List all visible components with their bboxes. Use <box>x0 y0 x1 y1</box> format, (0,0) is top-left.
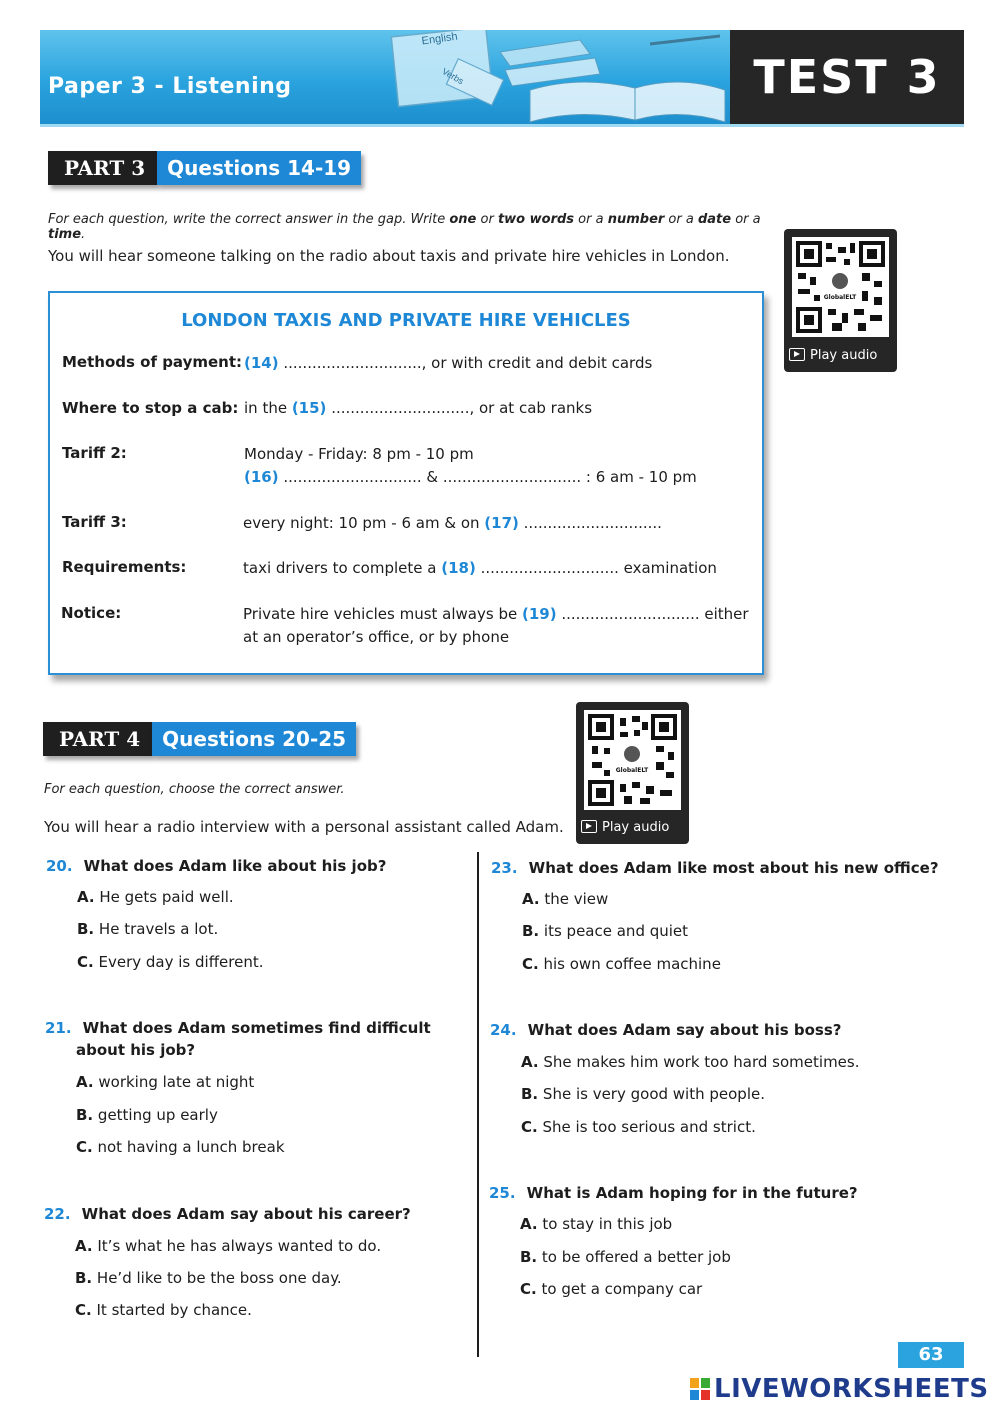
question-21-line2: about his job? <box>76 1041 196 1059</box>
books-illustration <box>380 30 730 124</box>
play-audio-label: Play audio <box>810 348 878 363</box>
qr-logo-text: GlobalELT <box>823 294 857 301</box>
header-underline <box>40 124 964 127</box>
notes-label-payment: Methods of payment: <box>62 353 243 371</box>
notes-label-tariff2: Tariff 2: <box>62 444 127 462</box>
paper-title: Paper 3 - Listening <box>48 74 292 99</box>
art-word-english: English <box>420 30 459 48</box>
option-25c[interactable]: C. to get a company car <box>520 1280 703 1298</box>
option-22b[interactable]: B. He’d like to be the boss one day. <box>75 1269 342 1287</box>
part4-questions: Questions 20-25 <box>152 722 356 756</box>
part3-heading <box>48 151 361 185</box>
option-20a[interactable]: A. He gets paid well. <box>77 888 234 906</box>
option-22c[interactable]: C. It started by chance. <box>75 1301 252 1319</box>
option-22a[interactable]: A. It’s what he has always wanted to do. <box>75 1237 382 1255</box>
art-word-verbs: Verbs <box>440 66 466 87</box>
option-21b[interactable]: B. getting up early <box>76 1106 218 1124</box>
liveworksheets-brand[interactable]: LIVEWORKSHEETS <box>714 1374 989 1404</box>
part4-tag: PART 4 <box>43 722 152 756</box>
question-25: 25. What is Adam hoping for in the future? <box>489 1184 858 1202</box>
part3-tag: PART 3 <box>48 151 157 185</box>
play-audio-label: Play audio <box>602 820 670 835</box>
play-icon <box>581 820 597 833</box>
part3-lead: You will hear someone talking on the radio about taxis and private hire vehicles in London. <box>48 247 730 265</box>
part4-heading <box>43 722 356 756</box>
qr-logo-text: GlobalELT <box>615 767 649 774</box>
liveworksheets-logo-icon <box>690 1378 710 1400</box>
option-24c[interactable]: C. She is too serious and strict. <box>521 1118 756 1136</box>
qr-code-icon <box>584 710 681 810</box>
gap-14[interactable]: (14) ............................., or with credit and debit cards <box>244 354 653 372</box>
tariff2-line1: Monday - Friday: 8 pm - 10 pm <box>244 445 474 463</box>
gap-18[interactable]: taxi drivers to complete a (18) ............................. examination <box>243 559 717 577</box>
page-number: 63 <box>898 1342 964 1368</box>
option-24a[interactable]: A. She makes him work too hard sometimes. <box>521 1053 860 1071</box>
option-23a[interactable]: A. the view <box>522 890 609 908</box>
play-audio-button[interactable] <box>581 820 669 835</box>
notes-label-tariff3: Tariff 3: <box>62 513 127 531</box>
notes-label-notice: Notice: <box>61 604 122 622</box>
option-25a[interactable]: A. to stay in this job <box>520 1215 673 1233</box>
gap-17[interactable]: every night: 10 pm - 6 am & on (17) ............................. <box>243 514 662 532</box>
option-23b[interactable]: B. its peace and quiet <box>522 922 689 940</box>
question-24: 24. What does Adam say about his boss? <box>490 1021 842 1039</box>
gap-16[interactable]: (16) ............................. & ............................. : 6 am - 10 pm <box>244 468 697 486</box>
test-label: TEST 3 <box>753 50 941 104</box>
column-divider <box>477 852 479 1357</box>
notes-title: LONDON TAXIS AND PRIVATE HIRE VEHICLES <box>181 310 631 331</box>
option-24b[interactable]: B. She is very good with people. <box>521 1085 765 1103</box>
play-audio-button[interactable] <box>789 348 877 363</box>
option-20b[interactable]: B. He travels a lot. <box>77 920 219 938</box>
question-23: 23. What does Adam like most about his new office? <box>491 859 939 877</box>
qr-code-block-part3[interactable] <box>784 229 897 372</box>
qr-code-block-part4[interactable] <box>576 702 689 844</box>
part4-lead: You will hear a radio interview with a personal assistant called Adam. <box>44 818 564 836</box>
notes-label-requirements: Requirements: <box>62 558 187 576</box>
part3-questions: Questions 14-19 <box>157 151 361 185</box>
gap-19[interactable]: Private hire vehicles must always be (19) ............................. either <box>243 605 749 623</box>
option-21c[interactable]: C. not having a lunch break <box>76 1138 285 1156</box>
part3-instruction: For each question, write the correct answer in the gap. Write one or two words or a number or a date or a time. <box>48 212 761 242</box>
option-23c[interactable]: C. his own coffee machine <box>522 955 721 973</box>
question-20: 20. What does Adam like about his job? <box>46 857 387 875</box>
question-22: 22. What does Adam say about his career? <box>44 1205 411 1223</box>
notes-label-stop: Where to stop a cab: <box>62 399 239 417</box>
question-21: 21. What does Adam sometimes find difficult <box>45 1019 431 1037</box>
qr-code-icon <box>792 237 889 337</box>
play-icon <box>789 348 805 361</box>
option-21a[interactable]: A. working late at night <box>76 1073 255 1091</box>
notice-line2: at an operator’s office, or by phone <box>243 628 510 646</box>
gap-15[interactable]: in the (15) ............................., or at cab ranks <box>244 399 593 417</box>
option-20c[interactable]: C. Every day is different. <box>77 953 264 971</box>
part4-instruction: For each question, choose the correct answer. <box>44 782 345 797</box>
option-25b[interactable]: B. to be offered a better job <box>520 1248 731 1266</box>
